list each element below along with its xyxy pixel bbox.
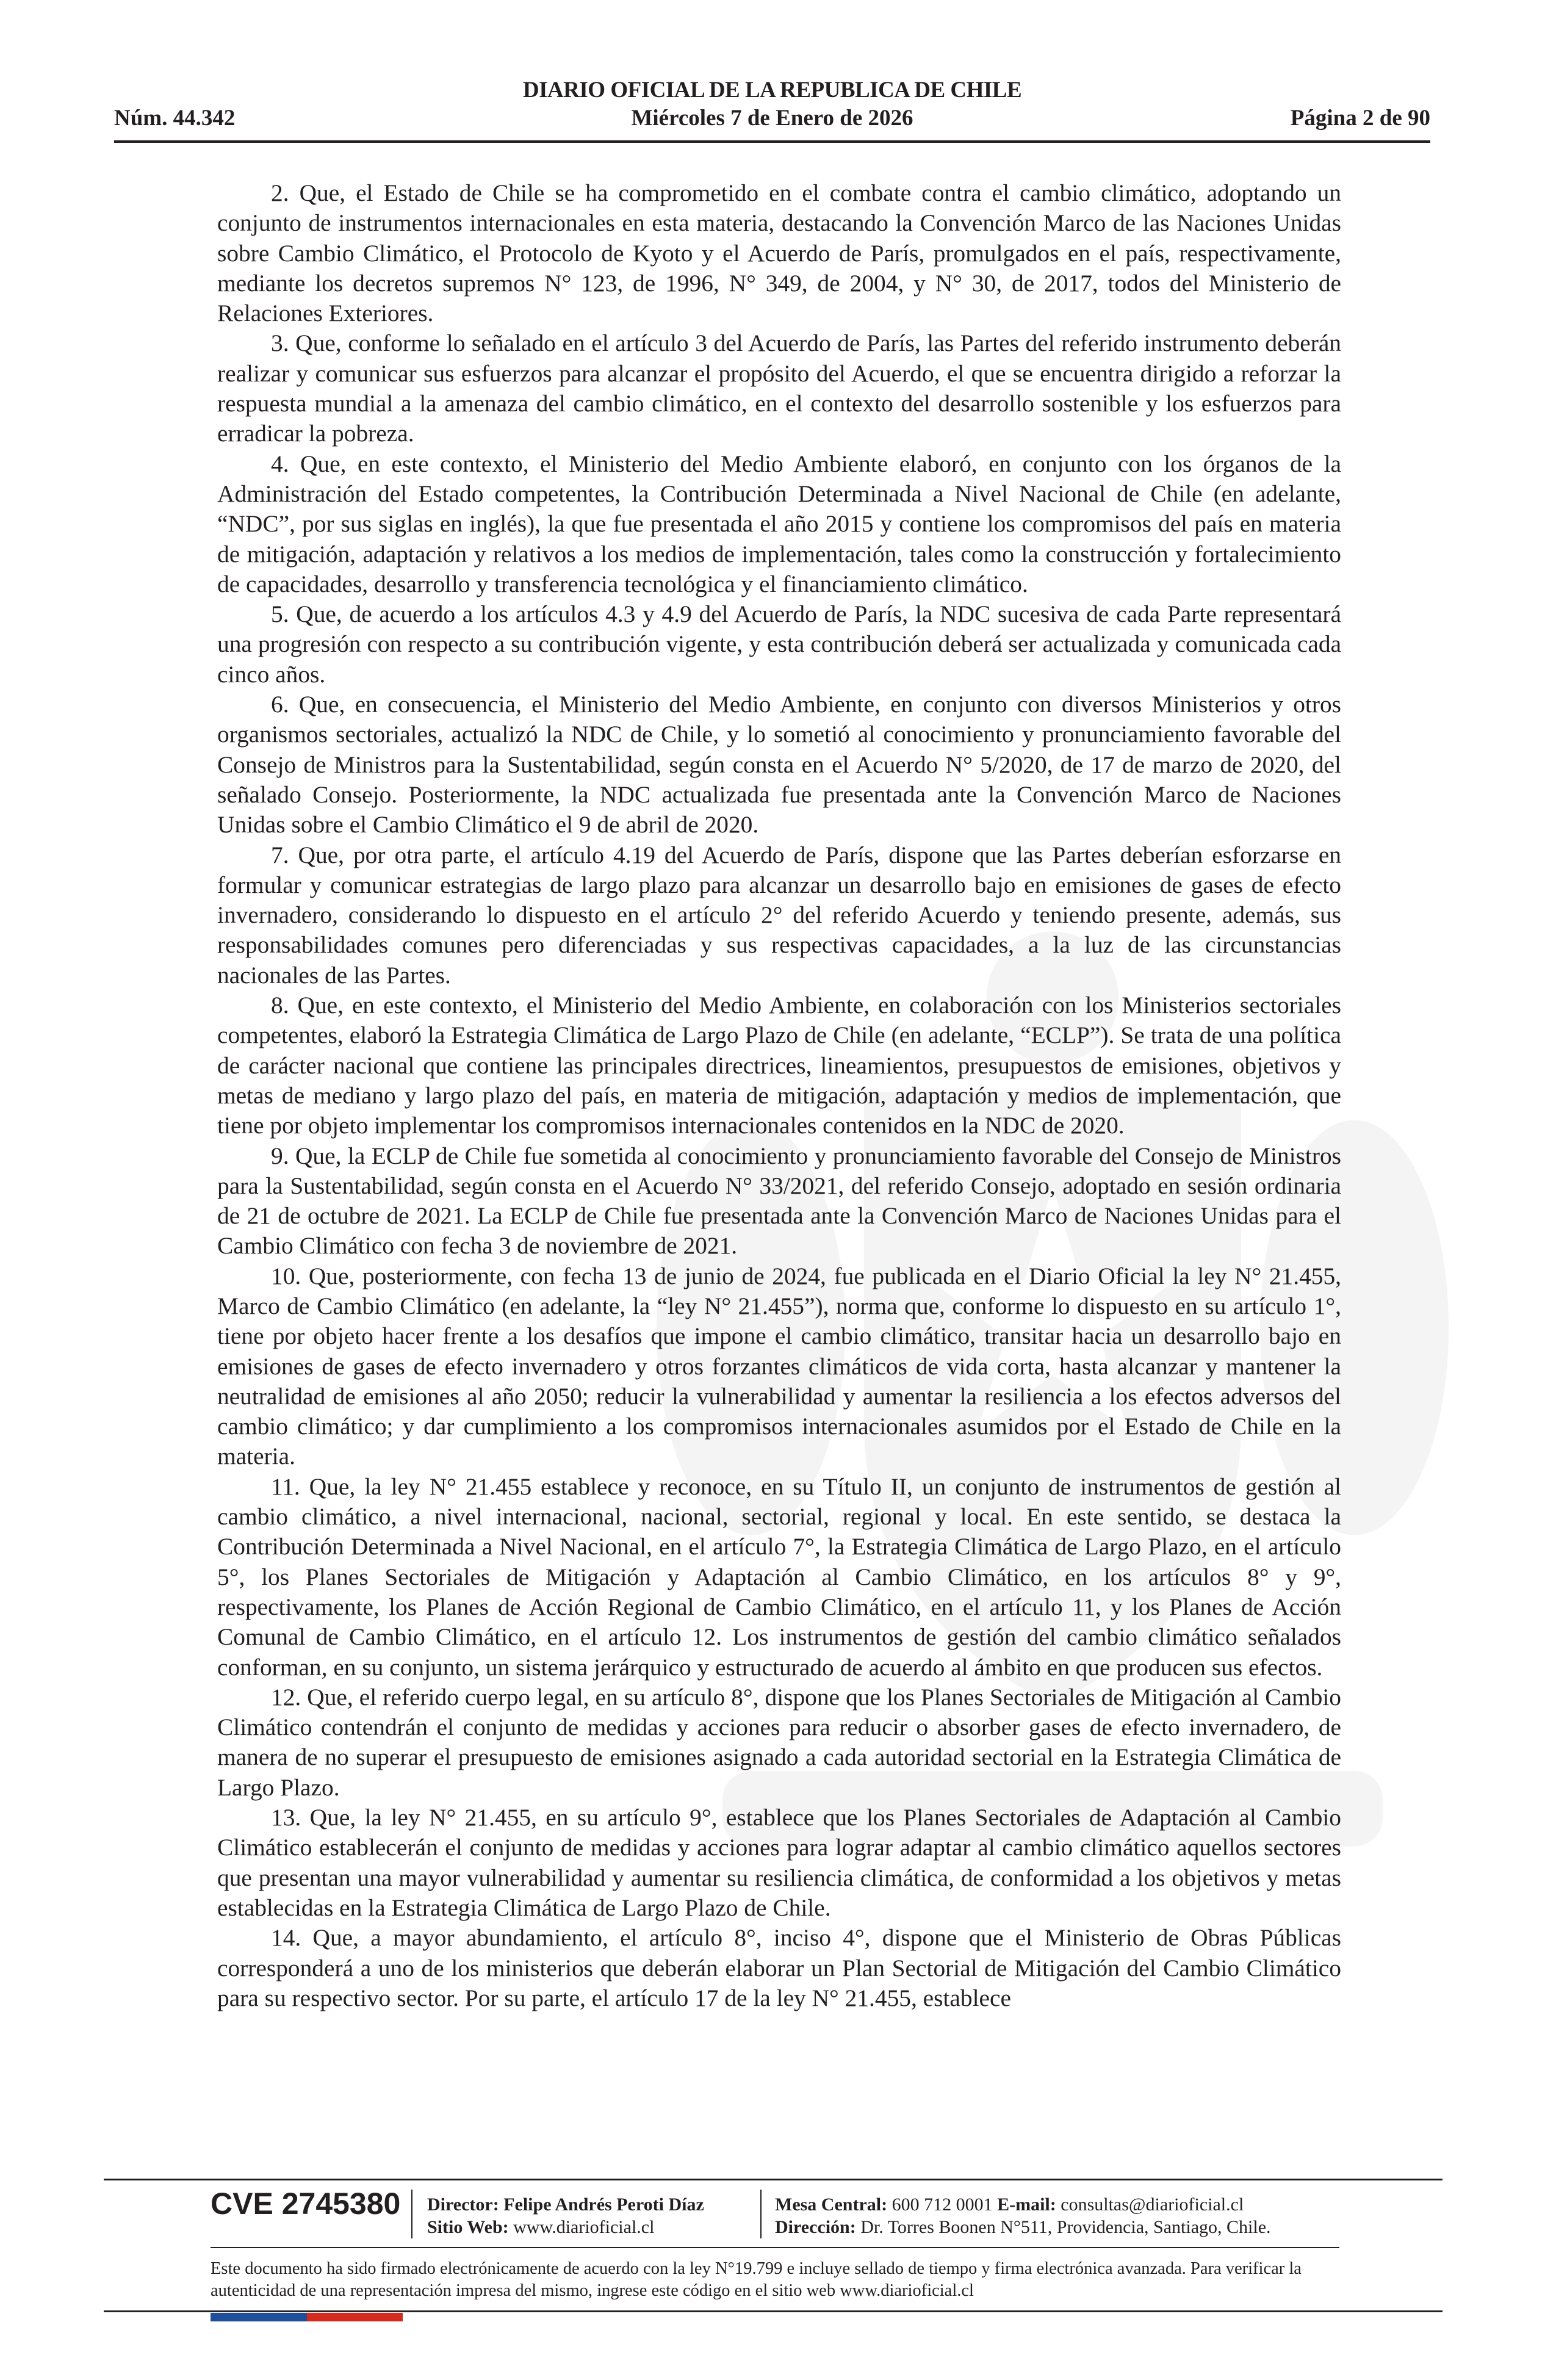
- footer-director-info: [427, 2193, 704, 2238]
- mesa-central-label: Mesa Central:: [775, 2194, 888, 2215]
- legal-notice: Este documento ha sido firmado electrónicamente de acuerdo con la ley N°19.799 e incluye sellado de tiempo y firma electrónica avanzada. Para verificar la autenticidad de una representación impresa del mismo, ingrese este código en el sitio web www.diarioficial.cl: [211, 2259, 1302, 2300]
- document-body: [217, 178, 1341, 2013]
- page-header: [114, 77, 1430, 145]
- footer-contact-info: [775, 2193, 1271, 2238]
- address-value: Dr. Torres Boonen N°511, Providencia, Santiago, Chile.: [860, 2217, 1271, 2237]
- email-label: E-mail:: [997, 2194, 1056, 2215]
- flag-red-segment: [307, 2313, 403, 2321]
- page-number: Página 2 de 90: [1290, 106, 1430, 131]
- paragraph-13: 13. Que, la ley N° 21.455, en su artículo 9°, establece que los Planes Sectoriales de Adaptación al Cambio Climático establecerán el conjunto de medidas y acciones para lograr adaptar al cambio climático aquellos sectores que presentan una mayor vulnerabilidad y aumentar su resiliencia climática, de conformidad a los objetivos y metas establecidas en la Estrategia Climática de Largo Plazo de Chile.: [217, 1804, 1341, 1921]
- footer-divider-mid: [211, 2247, 1339, 2248]
- website-link[interactable]: www.diarioficial.cl: [513, 2217, 655, 2237]
- footer-separator: [760, 2190, 762, 2238]
- paragraph-8: 8. Que, en este contexto, el Ministerio del Medio Ambiente, en colaboración con los Ministerios sectoriales competentes, elaboró la Estrategia Climática de Largo Plazo de Chile (en adelante, “ECLP”). Se trata de una política de carácter nacional que contiene las principales directrices, lineamientos, presupuestos de emisiones, objetivos y metas de mediano y largo plazo del país, en materia de mitigación, adaptación y medios de implementación, que tiene por objeto implementar los compromisos internacionales contenidos en la NDC de 2020.: [217, 992, 1341, 1139]
- cve-code: CVE 2745380: [211, 2187, 401, 2221]
- paragraph-12: 12. Que, el referido cuerpo legal, en su artículo 8°, dispone que los Planes Sectoriales de Mitigación al Cambio Climático contendrán el conjunto de medidas y acciones para reducir o absorber gases de efecto invernadero, de manera de no superar el presupuesto de emisiones asignado a cada autoridad sectorial en la Estrategia Climática de Largo Plazo.: [217, 1683, 1341, 1801]
- paragraph-3: 3. Que, conforme lo señalado en el artículo 3 del Acuerdo de París, las Partes del referido instrumento deberán realizar y comunicar sus esfuerzos para alcanzar el propósito del Acuerdo, el que se encuentra dirigido a reforzar la respuesta mundial a la amenaza del cambio climático, en el contexto del desarrollo sostenible y los esfuerzos para erradicar la pobreza.: [217, 330, 1341, 447]
- paragraph-2: 2. Que, el Estado de Chile se ha comprometido en el combate contra el cambio climático, adoptando un conjunto de instrumentos internacionales en esta materia, destacando la Convención Marco de las Naciones Unidas sobre Cambio Climático, el Protocolo de Kyoto y el Acuerdo de París, promulgados en el país, respectivamente, mediante los decretos supremos N° 123, de 1996, N° 349, de 2004, y N° 30, de 2017, todos del Ministerio de Relaciones Exteriores.: [217, 179, 1341, 327]
- paragraph-5: 5. Que, de acuerdo a los artículos 4.3 y 4.9 del Acuerdo de París, la NDC sucesiva de cada Parte representará una progresión con respecto a su contribución vigente, y esta contribución deberá ser actualizada y comunicada cada cinco años.: [217, 600, 1341, 688]
- paragraph-4: 4. Que, en este contexto, el Ministerio del Medio Ambiente elaboró, en conjunto con los órganos de la Administración del Estado competentes, la Contribución Determinada a Nivel Nacional de Chile (en adelante, “NDC”, por sus siglas en inglés), la que fue presentada el año 2015 y contiene los compromisos del país en materia de mitigación, adaptación y relativos a los medios de implementación, tales como la construcción y fortalecimiento de capacidades, desarrollo y transferencia tecnológica y el financiamiento climático.: [217, 450, 1341, 597]
- paragraph-7: 7. Que, por otra parte, el artículo 4.19 del Acuerdo de París, dispone que las Partes deberían esforzarse en formular y comunicar estrategias de largo plazo para alcanzar un desarrollo bajo en emisiones de gases de efecto invernadero, considerando lo dispuesto en el artículo 2° del referido Acuerdo y teniendo presente, además, sus responsabilidades comunes pero diferenciadas y sus respectivas capacidades, a la luz de las circunstancias nacionales de las Partes.: [217, 841, 1341, 989]
- mesa-central-phone: 600 712 0001: [891, 2194, 993, 2215]
- paragraph-14: 14. Que, a mayor abundamiento, el artículo 8°, inciso 4°, dispone que el Ministerio de Obras Públicas corresponderá a uno de los ministerios que deberán elaborar un Plan Sectorial de Mitigación del Cambio Climático para su respectivo sector. Por su parte, el artículo 17 de la ley N° 21.455, establece: [217, 1924, 1341, 2011]
- footer-divider-bottom: [104, 2310, 1443, 2312]
- flag-blue-segment: [211, 2313, 307, 2321]
- paragraph-11: 11. Que, la ley N° 21.455 establece y reconoce, en su Título II, un conjunto de instrumentos de gestión al cambio climático, a nivel internacional, nacional, sectorial, regional y local. En este sentido, se destaca la Contribución Determinada a Nivel Nacional, en el artículo 7°, la Estrategia Climática de Largo Plazo, en el artículo 5°, los Planes Sectoriales de Mitigación y Adaptación al Cambio Climático, en los artículos 8° y 9°, respectivamente, los Planes de Acción Regional de Cambio Climático, en el artículo 11, y los Planes de Acción Comunal de Cambio Climático, en el artículo 12. Los instrumentos de gestión del cambio climático señalados conforman, en su conjunto, un sistema jerárquico y estructurado de acuerdo al ámbito en que producen sus efectos.: [217, 1473, 1341, 1681]
- paragraph-6: 6. Que, en consecuencia, el Ministerio del Medio Ambiente, en conjunto con diversos Ministerios y otros organismos sectoriales, actualizó la NDC de Chile, y lo sometió al conocimiento y pronunciamiento favorable del Consejo de Ministros para la Sustentabilidad, según consta en el Acuerdo N° 5/2020, de 17 de marzo de 2020, del señalado Consejo. Posteriormente, la NDC actualizada fue presentada ante la Convención Marco de Naciones Unidas sobre el Cambio Climático el 9 de abril de 2020.: [217, 691, 1341, 838]
- issue-date: Miércoles 7 de Enero de 2026: [631, 106, 913, 131]
- website-label: Sitio Web:: [427, 2217, 509, 2237]
- issue-number: Núm. 44.342: [114, 106, 236, 131]
- newspaper-title: DIARIO OFICIAL DE LA REPUBLICA DE CHILE: [522, 78, 1022, 103]
- footer-separator: [411, 2190, 412, 2238]
- footer-divider-top: [104, 2179, 1443, 2180]
- email-link[interactable]: consultas@diarioficial.cl: [1061, 2194, 1244, 2215]
- paragraph-9: 9. Que, la ECLP de Chile fue sometida al conocimiento y pronunciamiento favorable del Consejo de Ministros para la Sustentabilidad, según consta en el Acuerdo N° 33/2021, del referido Consejo, adoptado en sesión ordinaria de 21 de octubre de 2021. La ECLP de Chile fue presentada ante la Convención Marco de Naciones Unidas para el Cambio Climático con fecha 3 de noviembre de 2021.: [217, 1142, 1341, 1260]
- director-label: Director:: [427, 2194, 499, 2215]
- header-divider: [114, 140, 1430, 143]
- director-name: Felipe Andrés Peroti Díaz: [503, 2194, 704, 2215]
- address-label: Dirección:: [775, 2217, 856, 2237]
- flag-stripe: [211, 2313, 403, 2321]
- paragraph-10: 10. Que, posteriormente, con fecha 13 de junio de 2024, fue publicada en el Diario Oficial la ley N° 21.455, Marco de Cambio Climático (en adelante, la “ley N° 21.455”), norma que, conforme lo dispuesto en su artículo 1°, tiene por objeto hacer frente a los desafíos que impone el cambio climático, transitar hacia un desarrollo bajo en emisiones de gases de efecto invernadero y otros forzantes climáticos de vida corta, hasta alcanzar y mantener la neutralidad de emisiones al año 2050; reducir la vulnerabilidad y aumentar la resiliencia a los efectos adversos del cambio climático; y dar cumplimiento a los compromisos internacionales asumidos por el Estado de Chile en la materia.: [217, 1262, 1341, 1470]
